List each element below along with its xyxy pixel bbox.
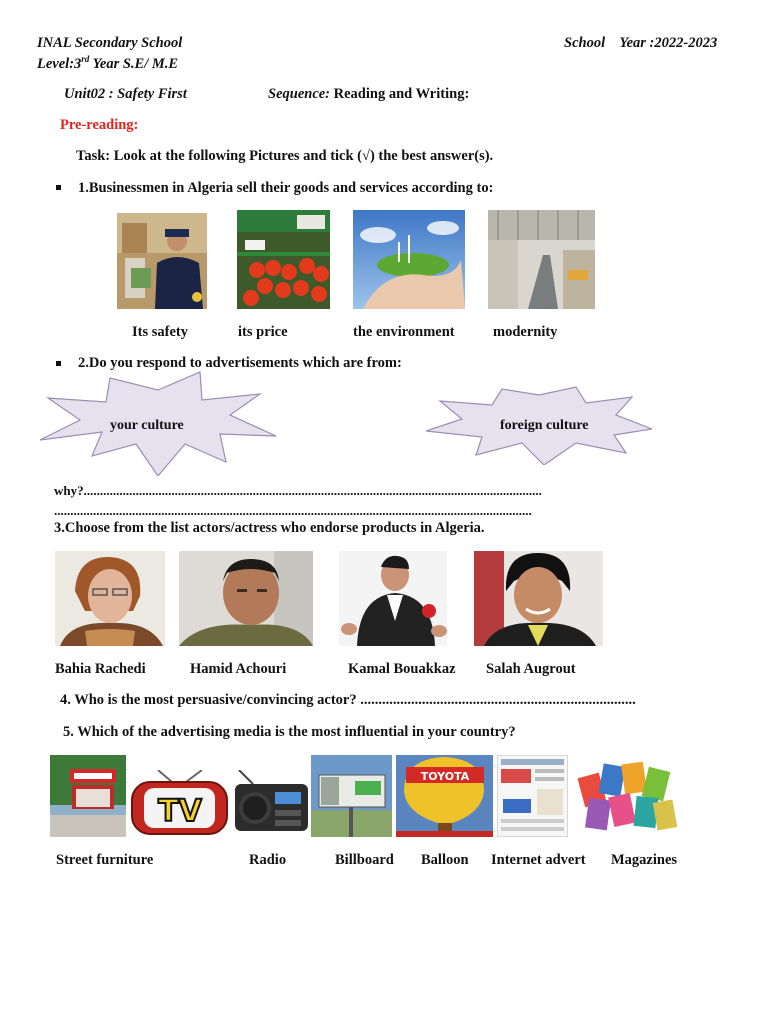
question-3: 3.Choose from the list actors/actress who endorse products in Algeria. (54, 520, 485, 536)
level-suffix: Year S.E/ M.E (89, 55, 179, 72)
unit-label: Unit02 : Safety First (64, 86, 187, 102)
media-billboard[interactable]: Billboard (335, 852, 394, 868)
option-modernity[interactable]: modernity (493, 324, 558, 340)
star-your-culture[interactable] (40, 370, 276, 476)
street-furniture-photo (50, 755, 126, 837)
actor-hamid[interactable]: Hamid Achouri (190, 661, 287, 677)
radio-icon (233, 770, 310, 833)
option-price[interactable]: its price (238, 324, 288, 340)
internet-advert-photo (497, 755, 568, 837)
question-4[interactable]: 4. Who is the most persuasive/convincing actor? ............................................................................ (60, 692, 636, 708)
media-internet-advert[interactable]: Internet advert (491, 852, 586, 868)
actor-photo-hamid (179, 551, 313, 646)
question-2: 2.Do you respond to advertisements which are from: (78, 355, 402, 371)
tv-icon (130, 770, 229, 837)
level-line (37, 54, 178, 73)
actor-kamal[interactable]: Kamal Bouakkaz (348, 661, 456, 677)
sequence-label: Sequence: (268, 86, 331, 102)
media-street-furniture[interactable]: Street furniture (56, 852, 154, 868)
task-instruction: Task: Look at the following Pictures and tick (√) the best answer(s). (76, 148, 494, 164)
answer-dots-line[interactable]: ................................................................................................................................................... (54, 503, 532, 518)
question-1: 1.Businessmen in Algeria sell their goods and services according to: (78, 180, 494, 196)
actor-photo-salah (474, 551, 603, 646)
sequence-value: Reading and Writing: (330, 86, 470, 102)
school-name: INAL Secondary School (37, 35, 183, 51)
sequence-line (268, 86, 469, 103)
bullet-1 (56, 185, 61, 190)
magazines-photo (571, 755, 680, 837)
actor-bahia[interactable]: Bahia Rachedi (55, 661, 146, 677)
actor-photo-kamal (339, 551, 447, 646)
question-5: 5. Which of the advertising media is the most influential in your country? (63, 724, 516, 740)
option-environment[interactable]: the environment (353, 324, 455, 340)
actor-salah[interactable]: Salah Augrout (486, 661, 576, 677)
worker-photo (117, 213, 207, 309)
media-balloon[interactable]: Balloon (421, 852, 469, 868)
star-foreign-culture[interactable] (426, 385, 652, 465)
actor-photo-bahia (55, 551, 165, 646)
school-year: School Year :2022-2023 (564, 35, 718, 51)
media-magazines[interactable]: Magazines (611, 852, 678, 868)
star-left-label: your culture (110, 418, 184, 433)
star-right-label: foreign culture (500, 418, 589, 433)
media-radio[interactable]: Radio (249, 852, 287, 868)
level-sup: rd (81, 54, 90, 64)
balloon-text: TOYOTA (420, 770, 470, 783)
prereading-heading: Pre-reading: (60, 117, 139, 133)
tomatoes-photo (237, 210, 330, 309)
option-safety[interactable]: Its safety (132, 324, 188, 340)
balloon-photo (396, 755, 493, 837)
level-prefix: Level:3 (37, 55, 82, 72)
why-answer-line[interactable]: why?............................................................................................................................................. (54, 483, 542, 498)
environment-photo (353, 210, 465, 309)
tv-text: TV (158, 794, 202, 829)
bullet-2 (56, 361, 61, 366)
billboard-photo (311, 755, 392, 837)
modernity-photo (488, 210, 595, 309)
